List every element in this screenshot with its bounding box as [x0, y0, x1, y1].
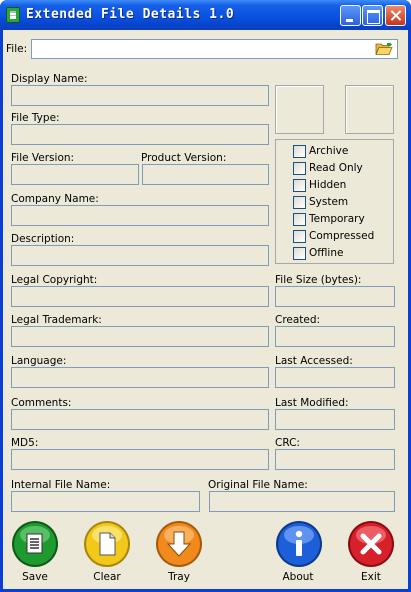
save-document-icon [27, 534, 42, 553]
legal-copyright-field[interactable] [11, 286, 269, 307]
maximize-button[interactable] [362, 5, 383, 26]
file-path-input[interactable] [31, 39, 398, 59]
description-label: Description: [11, 233, 75, 245]
hidden-label: Hidden [309, 179, 347, 191]
clear-button[interactable] [83, 520, 131, 568]
system-label: System [309, 196, 349, 208]
comments-label: Comments: [11, 397, 72, 409]
last-accessed-field[interactable] [275, 367, 395, 388]
save-button[interactable] [11, 520, 59, 568]
description-field[interactable] [11, 245, 269, 266]
file-version-field[interactable] [11, 164, 139, 185]
temporary-label: Temporary [309, 213, 365, 225]
language-field[interactable] [11, 367, 269, 388]
small-icon-preview [345, 85, 394, 134]
save-label: Save [22, 571, 48, 583]
file-label: File: [6, 43, 28, 55]
md5-label: MD5: [11, 437, 39, 449]
close-button[interactable] [385, 5, 406, 26]
created-label: Created: [275, 314, 321, 326]
large-icon-preview [275, 85, 324, 134]
original-file-name-field[interactable] [209, 491, 395, 512]
file-size-field[interactable] [275, 286, 395, 307]
clear-label: Clear [93, 571, 121, 583]
system-checkbox[interactable] [293, 196, 306, 209]
company-name-field[interactable] [11, 205, 269, 226]
archive-label: Archive [309, 145, 349, 157]
file-version-label: File Version: [11, 152, 75, 164]
blank-page-icon [100, 533, 115, 555]
last-accessed-label: Last Accessed: [275, 355, 353, 367]
product-version-field[interactable] [142, 164, 269, 185]
last-modified-field[interactable] [275, 409, 395, 430]
client-area [3, 30, 408, 589]
offline-checkbox[interactable] [293, 247, 306, 260]
product-version-label: Product Version: [141, 152, 227, 164]
file-type-field[interactable] [11, 124, 269, 145]
offline-label: Offline [309, 247, 344, 259]
language-label: Language: [11, 355, 67, 367]
window-title: Extended File Details 1.0 [26, 7, 235, 22]
exit-label: Exit [361, 571, 381, 583]
compressed-checkbox[interactable] [293, 230, 306, 243]
company-name-label: Company Name: [11, 193, 99, 205]
archive-checkbox[interactable] [293, 145, 306, 158]
compressed-label: Compressed [309, 230, 375, 242]
read-only-checkbox[interactable] [293, 162, 306, 175]
minimize-button[interactable] [340, 5, 361, 26]
legal-trademark-label: Legal Trademark: [11, 314, 102, 326]
internal-file-name-field[interactable] [11, 491, 200, 512]
file-type-label: File Type: [11, 112, 60, 124]
hidden-checkbox[interactable] [293, 179, 306, 192]
crc-field[interactable] [275, 449, 395, 470]
comments-field[interactable] [11, 409, 269, 430]
about-label: About [282, 571, 314, 583]
read-only-label: Read Only [309, 162, 363, 174]
legal-copyright-label: Legal Copyright: [11, 274, 98, 286]
last-modified-label: Last Modified: [275, 397, 349, 409]
display-name-field[interactable] [11, 85, 269, 106]
tray-button[interactable] [155, 520, 203, 568]
internal-file-name-label: Internal File Name: [11, 479, 111, 491]
info-icon [296, 531, 302, 556]
file-size-label: File Size (bytes): [275, 274, 362, 286]
temporary-checkbox[interactable] [293, 213, 306, 226]
legal-trademark-field[interactable] [11, 326, 269, 347]
title-bar[interactable] [0, 0, 411, 30]
folder-open-icon[interactable] [375, 42, 393, 56]
original-file-name-label: Original File Name: [208, 479, 308, 491]
app-icon [6, 7, 20, 23]
exit-button[interactable] [347, 520, 395, 568]
md5-field[interactable] [11, 449, 269, 470]
about-button[interactable] [275, 520, 323, 568]
crc-label: CRC: [275, 437, 300, 449]
created-field[interactable] [275, 326, 395, 347]
display-name-label: Display Name: [11, 73, 88, 85]
tray-label: Tray [168, 571, 190, 583]
